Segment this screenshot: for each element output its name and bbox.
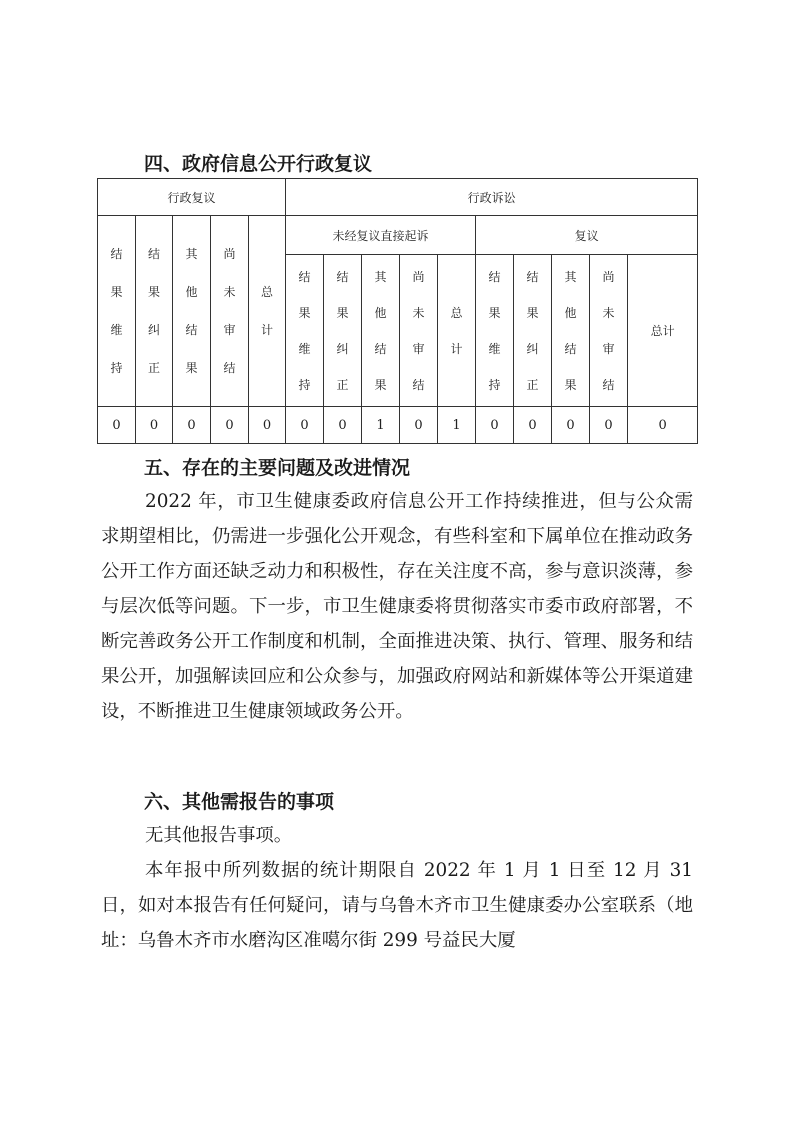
value-cell: 0 [552,407,590,444]
value-cell: 0 [249,407,286,444]
value-cell: 0 [514,407,552,444]
section-5-paragraph: 2022 年，市卫生健康委政府信息公开工作持续推进，但与公众需求期望相比，仍需进一步强化公开观念，有些科室和下属单位在推动政务公开工作方面还缺乏动力和积极性，存在关注度不高，参与意识淡薄，参与层次低等问题。下一步，市卫生健康委将贯彻落实市委市政府部署，不断完善政务公开工作制度和机制，全面推进决策、执行、管理、服务和结果公开，加强解读回应和公众参与，加强政府网站和新媒体等公开渠道建设，不断推进卫生健康领域政务公开。 [101,491,693,722]
section-6-paragraph: 无其他报告事项。 [145,825,293,846]
value-cell: 0 [400,407,438,444]
value-cell: 0 [98,407,136,444]
direct-col-total: 总计 [438,255,476,407]
review-col-other: 其他结果 [173,216,211,407]
section-5-heading: 五、存在的主要问题及改进情况 [144,457,411,479]
value-cell: 1 [438,407,476,444]
direct-col-maintained: 结果维持 [286,255,324,407]
review-col-pending: 尚未审结 [211,216,249,407]
section-6-heading: 六、其他需报告的事项 [144,791,335,813]
value-cell: 0 [136,407,173,444]
value-cell: 0 [590,407,628,444]
value-cell: 0 [476,407,514,444]
value-cell: 1 [362,407,400,444]
direct-col-corrected: 结果纠正 [324,255,362,407]
value-cell: 0 [628,407,698,444]
value-cell: 0 [286,407,324,444]
review-col-corrected: 结果纠正 [136,216,173,407]
after-col-pending: 尚未审结 [590,255,628,407]
value-cell: 0 [211,407,249,444]
value-cell: 0 [173,407,211,444]
after-col-total: 总计 [628,255,698,407]
after-col-maintained: 结果维持 [476,255,514,407]
closing-paragraph: 本年报中所列数据的统计期限自 2022 年 1 月 1 日至 12 月 31 日，如对本报告有任何疑问，请与乌鲁木齐市卫生健康委办公室联系（地址：乌鲁木齐市水磨沟区准噶尔街 299 号益民大厦 [101,860,693,951]
section-4-heading: 四、政府信息公开行政复议 [144,153,373,175]
direct-col-pending: 尚未审结 [400,255,438,407]
after-review-header: 复议 [476,216,698,255]
direct-col-other: 其他结果 [362,255,400,407]
after-col-other: 其他结果 [552,255,590,407]
direct-suit-header: 未经复议直接起诉 [286,216,476,255]
admin-litigation-header: 行政诉讼 [286,179,698,216]
value-cell: 0 [324,407,362,444]
after-col-corrected: 结果纠正 [514,255,552,407]
review-col-maintained: 结果维持 [98,216,136,407]
admin-review-header: 行政复议 [98,179,286,216]
admin-review-table [97,178,698,444]
review-col-total: 总计 [249,216,286,407]
